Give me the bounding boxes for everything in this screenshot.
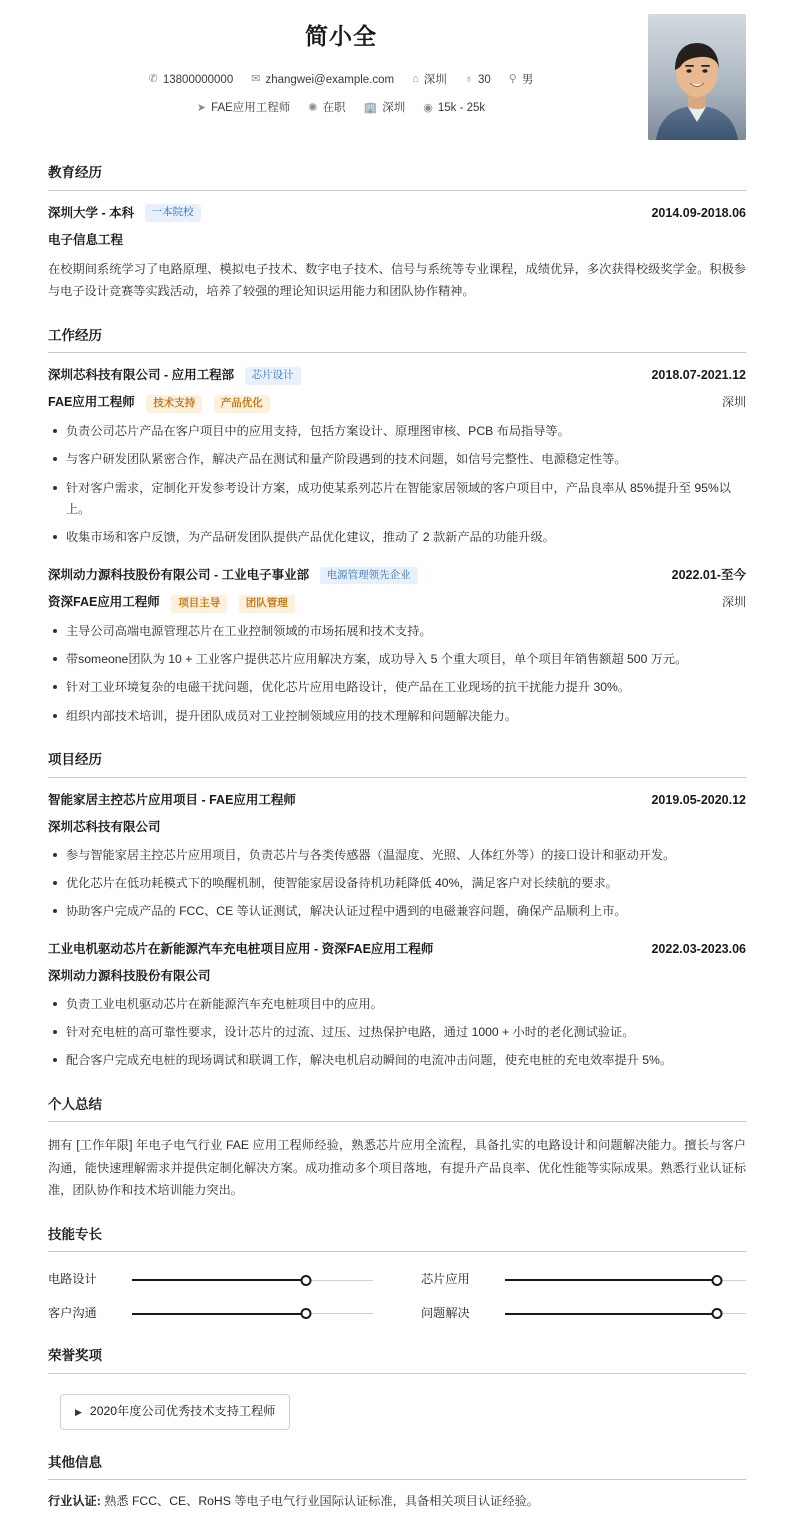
user-icon: ♁ — [464, 73, 473, 86]
gender-icon: ⚲ — [508, 73, 517, 86]
work-role-tag: 项目主导 — [171, 595, 227, 613]
send-icon: ➤ — [196, 101, 207, 114]
education-major: 电子信息工程 — [48, 232, 124, 247]
skill-label: 客户沟通 — [48, 1305, 97, 1320]
skill-knob[interactable] — [300, 1308, 311, 1319]
education-description: 在校期间系统学习了电路原理、模拟电子技术、数字电子技术、信号与系统等专业课程，成绩优异，多次获得校级奖学金。积极参与电子设计竞赛等实践活动，培养了较强的理论知识运用能力和团队协作精神。 — [48, 261, 746, 299]
section-summary — [48, 1094, 746, 1202]
honor-item[interactable] — [60, 1394, 290, 1430]
section-work — [48, 325, 746, 727]
salary-icon: ◉ — [423, 101, 433, 114]
section-title-honors: 荣誉奖项 — [48, 1345, 746, 1374]
work-bullet: 负责公司芯片产品在客户项目中的应用支持，包括方案设计、原理图审核、PCB 布局指导等。 — [48, 421, 746, 442]
work-role-tag: 产品优化 — [214, 395, 270, 413]
project-bullet-list — [48, 845, 746, 923]
work-role-line — [48, 392, 746, 413]
education-school: 深圳大学 - 本科 — [48, 205, 135, 220]
skill-slider[interactable] — [505, 1307, 746, 1321]
project-date: 2019.05-2020.12 — [651, 792, 746, 807]
project-entry-header — [48, 790, 746, 810]
resume-header — [48, 0, 746, 140]
project-company: 深圳动力源科技股份有限公司 — [48, 968, 211, 983]
contact-salary-value: 15k - 25k — [437, 102, 486, 115]
education-tag: 一本院校 — [145, 204, 201, 222]
work-org-wrap — [48, 365, 301, 385]
section-title-other: 其他信息 — [48, 1452, 746, 1481]
other-value: 熟悉 FCC、CE、RoHS 等电子电气行业国际认证标准，具备相关项目认证经验。 — [104, 1494, 539, 1509]
contact-work-city — [364, 99, 406, 117]
avatar — [648, 14, 746, 140]
phone-icon: ✆ — [148, 73, 158, 86]
contact-gender-value: 男 — [521, 73, 534, 86]
honor-label: 2020年度公司优秀技术支持工程师 — [89, 1404, 276, 1419]
contact-age-value: 30 — [478, 73, 491, 86]
work-bullet: 与客户研发团队紧密合作，解决产品在测试和量产阶段遇到的技术问题，如信号完整性、电源稳定性等。 — [48, 449, 746, 470]
skill-slider[interactable] — [505, 1273, 746, 1287]
project-bullet: 针对充电桩的高可靠性要求，设计芯片的过流、过压、过热保护电路，通过 1000 + 小时的老化测试验证。 — [48, 1022, 746, 1043]
project-entry-header — [48, 939, 746, 959]
skill-item — [421, 1270, 746, 1290]
work-company: 深圳芯科技有限公司 - 应用工程部 — [48, 368, 235, 383]
section-title-education: 教育经历 — [48, 162, 746, 191]
project-bullet: 配合客户完成充电桩的现场调试和联调工作，解决电机启动瞬间的电流冲击问题，使充电桩的充电效率提升 5%。 — [48, 1050, 746, 1071]
other-item — [48, 1492, 746, 1512]
skill-knob[interactable] — [712, 1275, 723, 1286]
section-other — [48, 1452, 746, 1512]
skill-fill — [505, 1313, 717, 1315]
portrait-photo-icon — [648, 14, 746, 140]
project-bullet: 优化芯片在低功耗模式下的唤醒机制，使智能家居设备待机功耗降低 40%，满足客户对长续航的要求。 — [48, 873, 746, 894]
contact-work-city-value: 深圳 — [382, 102, 406, 115]
work-bullet: 组织内部技术培训，提升团队成员对工业控制领域应用的技术理解和问题解决能力。 — [48, 706, 746, 727]
section-skills — [48, 1224, 746, 1324]
project-entry — [48, 790, 746, 923]
project-bullet: 参与智能家居主控芯片应用项目，负责芯片与各类传感器（温湿度、光照、人体红外等）的接口设计和驱动开发。 — [48, 845, 746, 866]
work-bullet: 带someone团队为 10 + 工业客户提供芯片应用解决方案，成功导入 5 个重大项目，单个项目年销售额超 500 万元。 — [48, 649, 746, 670]
section-honors — [48, 1345, 746, 1429]
skill-slider[interactable] — [132, 1307, 373, 1321]
project-bullet-list — [48, 994, 746, 1072]
contact-gender — [509, 71, 534, 89]
project-entry — [48, 939, 746, 1072]
contact-salary — [423, 99, 485, 117]
work-role-wrap — [48, 592, 295, 613]
work-role-wrap — [48, 392, 270, 413]
skill-fill — [132, 1279, 306, 1281]
section-title-projects: 项目经历 — [48, 749, 746, 778]
home-icon: ⌂ — [412, 73, 419, 86]
contact-city-value: 深圳 — [423, 73, 447, 86]
education-entry-header — [48, 203, 746, 223]
header-text-block — [48, 14, 634, 128]
work-org-wrap — [48, 565, 418, 585]
contact-row-primary — [48, 71, 634, 89]
summary-text: 拥有 [工作年限] 年电子电气行业 FAE 应用工程师经验，熟悉芯片应用全流程，具备扎实的电路设计和问题解决能力。擅长与客户沟通，能快速理解需求并提供定制化解决方案。成功推动多个项目落地，有提升产品良率、优化性能等实际成果。熟悉行业认证标准，团队协作和技术培训能力突出。 — [48, 1138, 746, 1198]
other-label: 行业认证: — [48, 1494, 101, 1509]
work-role: 资深FAE应用工程师 — [48, 594, 160, 609]
skill-knob[interactable] — [300, 1275, 311, 1286]
contact-status — [308, 99, 345, 117]
work-date: 2018.07-2021.12 — [651, 368, 746, 383]
caret-right-icon: ▶ — [75, 1406, 82, 1417]
work-bullet: 针对工业环境复杂的电磁干扰问题，优化芯片应用电路设计，使产品在工业现场的抗干扰能力提升 30%。 — [48, 677, 746, 698]
contact-row-secondary — [48, 99, 634, 117]
work-company-tag: 芯片设计 — [245, 367, 301, 385]
skill-label: 问题解决 — [421, 1305, 470, 1320]
contact-position-value: FAE应用工程师 — [211, 102, 291, 115]
work-company-tag: 电源管理领先企业 — [320, 567, 418, 585]
education-org-wrap — [48, 203, 201, 223]
mail-icon: ✉ — [251, 73, 261, 86]
work-bullet: 主导公司高端电源管理芯片在工业控制领域的市场拓展和技术支持。 — [48, 621, 746, 642]
work-role: FAE应用工程师 — [48, 395, 135, 410]
section-education — [48, 162, 746, 303]
work-bullet: 收集市场和客户反馈，为产品研发团队提供产品优化建议，推动了 2 款新产品的功能升级。 — [48, 527, 746, 548]
contact-phone — [149, 71, 234, 89]
skill-slider[interactable] — [132, 1273, 373, 1287]
skill-item — [421, 1304, 746, 1324]
skill-knob[interactable] — [712, 1308, 723, 1319]
skill-fill — [505, 1279, 717, 1281]
section-title-summary: 个人总结 — [48, 1094, 746, 1123]
work-date: 2022.01-至今 — [671, 567, 746, 582]
contact-city — [412, 71, 447, 89]
work-role-tag: 技术支持 — [146, 395, 202, 413]
contact-age — [465, 71, 491, 89]
work-bullet: 针对客户需求，定制化开发参考设计方案，成功使某系列芯片在智能家居领域的客户项目中，产品良率从 85%提升至 95%以上。 — [48, 478, 746, 521]
work-entry-header — [48, 365, 746, 385]
contact-status-value: 在职 — [322, 102, 346, 115]
work-entry — [48, 565, 746, 727]
page-title: 简小全 — [305, 23, 377, 49]
work-location: 深圳 — [721, 594, 746, 609]
skill-label: 电路设计 — [48, 1272, 97, 1287]
project-title: 工业电机驱动芯片在新能源汽车充电桩项目应用 - 资深FAE应用工程师 — [48, 941, 434, 956]
skill-item — [48, 1304, 373, 1324]
section-title-skills: 技能专长 — [48, 1224, 746, 1253]
contact-email-value: zhangwei@example.com — [265, 73, 395, 86]
project-bullet: 协助客户完成产品的 FCC、CE 等认证测试，解决认证过程中遇到的电磁兼容问题，确保产品顺利上市。 — [48, 901, 746, 922]
education-entry — [48, 203, 746, 303]
building-icon: 🏢 — [363, 101, 378, 114]
work-entry-header — [48, 565, 746, 585]
section-title-work: 工作经历 — [48, 325, 746, 354]
contact-phone-value: 13800000000 — [162, 73, 234, 86]
work-bullet-list — [48, 421, 746, 549]
project-title: 智能家居主控芯片应用项目 - FAE应用工程师 — [48, 792, 296, 807]
work-entry — [48, 365, 746, 548]
skill-item — [48, 1270, 373, 1290]
section-projects — [48, 749, 746, 1072]
contact-position — [197, 99, 290, 117]
project-date: 2022.03-2023.06 — [651, 941, 746, 956]
project-bullet: 负责工业电机驱动芯片在新能源汽车充电桩项目中的应用。 — [48, 994, 746, 1015]
education-date: 2014.09-2018.06 — [651, 205, 746, 220]
work-location: 深圳 — [721, 395, 746, 410]
skills-grid — [48, 1264, 746, 1323]
skill-fill — [132, 1313, 306, 1315]
work-role-tag: 团队管理 — [239, 595, 295, 613]
contact-email — [251, 71, 394, 89]
project-company: 深圳芯科技有限公司 — [48, 819, 161, 834]
status-icon: ✺ — [308, 101, 318, 114]
work-company: 深圳动力源科技股份有限公司 - 工业电子事业部 — [48, 567, 310, 582]
work-role-line — [48, 592, 746, 613]
skill-label: 芯片应用 — [421, 1272, 470, 1287]
work-bullet-list — [48, 621, 746, 727]
